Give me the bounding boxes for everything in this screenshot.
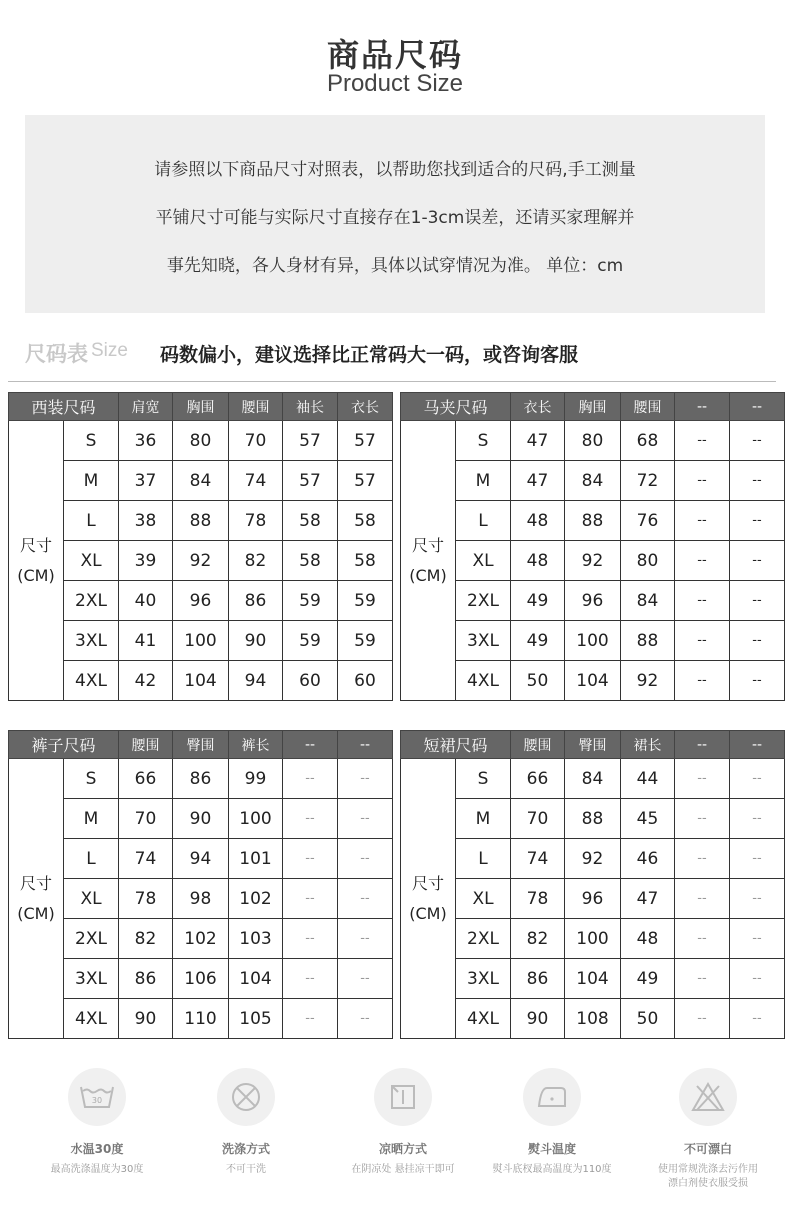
table-title: 短裙尺码 <box>401 731 511 759</box>
measurement-cell: -- <box>283 799 338 839</box>
table-row <box>9 839 393 879</box>
measurement-cell: 80 <box>621 541 675 581</box>
measurement-notice <box>25 115 765 313</box>
measurement-cell: -- <box>730 421 785 461</box>
measurement-cell: -- <box>730 959 785 999</box>
measurement-cell: 47 <box>621 879 675 919</box>
no-bleach-icon <box>679 1068 737 1126</box>
size-chart-tag-en: Size <box>91 340 128 361</box>
unit-label-line: (CM) <box>409 565 447 585</box>
measurement-cell: 82 <box>119 919 173 959</box>
measurement-cell: -- <box>675 999 730 1039</box>
measurement-cell: 37 <box>119 461 173 501</box>
column-header: 裤长 <box>229 731 283 759</box>
measurement-cell: 78 <box>511 879 565 919</box>
care-label: 凉晒方式 <box>378 1142 427 1156</box>
measurement-cell: 103 <box>229 919 283 959</box>
table-header-row <box>9 393 393 421</box>
measurement-cell: 57 <box>338 461 393 501</box>
measurement-cell: 80 <box>565 421 621 461</box>
care-desc: 最高洗涤温度为30度 <box>50 1164 144 1175</box>
measurement-cell: 44 <box>621 759 675 799</box>
measurement-cell: 92 <box>173 541 229 581</box>
notice-line: 请参照以下商品尺寸对照表，以帮助您找到适合的尺码,手工测量 <box>154 160 636 180</box>
measurement-cell: -- <box>675 461 730 501</box>
measurement-cell: 42 <box>119 661 173 701</box>
table-row <box>9 661 393 701</box>
measurement-cell: 98 <box>173 879 229 919</box>
table-title: 裤子尺码 <box>9 731 119 759</box>
unit-label-line: (CM) <box>17 903 55 923</box>
measurement-cell: 104 <box>565 959 621 999</box>
measurement-cell: 99 <box>229 759 283 799</box>
measurement-cell: 96 <box>173 581 229 621</box>
measurement-cell: 70 <box>511 799 565 839</box>
care-item-iron <box>482 1068 622 1177</box>
table-row <box>9 621 393 661</box>
measurement-cell: -- <box>675 919 730 959</box>
iron-icon <box>523 1068 581 1126</box>
measurement-cell: -- <box>675 661 730 701</box>
size-label: M <box>64 461 119 501</box>
column-header: -- <box>338 731 393 759</box>
size-label: S <box>64 421 119 461</box>
size-label: 4XL <box>456 661 511 701</box>
table-title: 马夹尺码 <box>401 393 511 421</box>
divider <box>8 381 776 382</box>
size-chart-tag: 尺码表 <box>25 342 88 366</box>
column-header: 胸围 <box>173 393 229 421</box>
measurement-cell: 39 <box>119 541 173 581</box>
table-header-row <box>401 393 785 421</box>
table-row <box>9 581 393 621</box>
column-header: -- <box>730 393 785 421</box>
size-table <box>400 392 785 701</box>
measurement-cell: 59 <box>283 621 338 661</box>
measurement-cell: 58 <box>283 541 338 581</box>
measurement-cell: -- <box>675 799 730 839</box>
measurement-cell: -- <box>730 581 785 621</box>
measurement-cell: -- <box>730 999 785 1039</box>
size-label: 4XL <box>456 999 511 1039</box>
measurement-cell: 74 <box>229 461 283 501</box>
table-row <box>401 541 785 581</box>
size-table <box>8 730 393 1039</box>
measurement-cell: 88 <box>621 621 675 661</box>
table-header-row <box>9 731 393 759</box>
column-header: 腰围 <box>119 731 173 759</box>
measurement-cell: 59 <box>338 581 393 621</box>
measurement-cell: -- <box>338 759 393 799</box>
measurement-cell: 104 <box>229 959 283 999</box>
measurement-cell: 58 <box>338 541 393 581</box>
table-row <box>9 461 393 501</box>
measurement-cell: 92 <box>565 541 621 581</box>
measurement-cell: 82 <box>511 919 565 959</box>
measurement-cell: 100 <box>565 621 621 661</box>
measurement-cell: 60 <box>283 661 338 701</box>
size-label: L <box>64 839 119 879</box>
measurement-cell: -- <box>730 501 785 541</box>
measurement-cell: -- <box>283 879 338 919</box>
measurement-cell: -- <box>675 421 730 461</box>
care-desc: 不可干洗 <box>226 1164 266 1175</box>
measurement-cell: 66 <box>119 759 173 799</box>
measurement-cell: 74 <box>511 839 565 879</box>
table-row <box>9 999 393 1039</box>
table-row <box>401 621 785 661</box>
size-label: 2XL <box>64 919 119 959</box>
column-header: 肩宽 <box>119 393 173 421</box>
column-header: 腰围 <box>511 731 565 759</box>
care-desc: 熨斗底杈最高温度为110度 <box>492 1164 612 1175</box>
table-row <box>9 959 393 999</box>
measurement-cell: 110 <box>173 999 229 1039</box>
measurement-cell: -- <box>730 839 785 879</box>
table-row <box>401 759 785 799</box>
svg-text:30: 30 <box>91 1096 103 1105</box>
column-header: 臀围 <box>565 731 621 759</box>
column-header: 臀围 <box>173 731 229 759</box>
measurement-cell: 108 <box>565 999 621 1039</box>
size-label: XL <box>456 541 511 581</box>
size-label: 2XL <box>456 919 511 959</box>
measurement-cell: 96 <box>565 879 621 919</box>
measurement-cell: 58 <box>338 501 393 541</box>
measurement-cell: 59 <box>283 581 338 621</box>
measurement-cell: 58 <box>283 501 338 541</box>
measurement-cell: -- <box>675 621 730 661</box>
unit-label <box>401 421 456 701</box>
size-label: XL <box>64 879 119 919</box>
column-header: -- <box>675 731 730 759</box>
measurement-cell: -- <box>283 839 338 879</box>
measurement-cell: -- <box>338 919 393 959</box>
measurement-cell: 86 <box>119 959 173 999</box>
column-header: -- <box>730 731 785 759</box>
measurement-cell: 82 <box>229 541 283 581</box>
unit-label-line: 尺寸 <box>19 873 52 893</box>
measurement-cell: -- <box>675 759 730 799</box>
measurement-cell: -- <box>730 799 785 839</box>
measurement-cell: -- <box>675 541 730 581</box>
measurement-cell: 49 <box>511 621 565 661</box>
measurement-cell: 46 <box>621 839 675 879</box>
measurement-cell: 88 <box>565 799 621 839</box>
table-row <box>9 501 393 541</box>
measurement-cell: 84 <box>621 581 675 621</box>
measurement-cell: 74 <box>119 839 173 879</box>
no-wash-icon <box>217 1068 275 1126</box>
measurement-cell: -- <box>283 999 338 1039</box>
measurement-cell: 50 <box>621 999 675 1039</box>
table-row <box>401 999 785 1039</box>
care-label: 水温30度 <box>70 1142 124 1156</box>
measurement-cell: 100 <box>229 799 283 839</box>
table-row <box>9 799 393 839</box>
measurement-cell: 41 <box>119 621 173 661</box>
dry-shade-icon <box>374 1068 432 1126</box>
measurement-cell: 57 <box>283 461 338 501</box>
table-row <box>401 581 785 621</box>
column-header: 腰围 <box>621 393 675 421</box>
measurement-cell: 92 <box>621 661 675 701</box>
measurement-cell: 57 <box>283 421 338 461</box>
table-row <box>401 919 785 959</box>
measurement-cell: 102 <box>173 919 229 959</box>
measurement-cell: -- <box>675 501 730 541</box>
measurement-cell: 60 <box>338 661 393 701</box>
table-row <box>9 879 393 919</box>
measurement-cell: 90 <box>229 621 283 661</box>
wash-30-icon <box>68 1068 126 1126</box>
measurement-cell: 90 <box>119 999 173 1039</box>
measurement-cell: 47 <box>511 461 565 501</box>
measurement-cell: -- <box>730 879 785 919</box>
measurement-cell: 86 <box>229 581 283 621</box>
measurement-cell: -- <box>283 919 338 959</box>
measurement-cell: 49 <box>621 959 675 999</box>
measurement-cell: -- <box>675 839 730 879</box>
measurement-cell: -- <box>283 959 338 999</box>
measurement-cell: 48 <box>511 501 565 541</box>
measurement-cell: 70 <box>119 799 173 839</box>
size-label: L <box>456 501 511 541</box>
measurement-cell: 106 <box>173 959 229 999</box>
measurement-cell: -- <box>675 581 730 621</box>
measurement-cell: 86 <box>173 759 229 799</box>
measurement-cell: 90 <box>173 799 229 839</box>
measurement-cell: 105 <box>229 999 283 1039</box>
measurement-cell: 94 <box>173 839 229 879</box>
size-label: 3XL <box>456 621 511 661</box>
table-row <box>9 421 393 461</box>
table-title: 西装尺码 <box>9 393 119 421</box>
care-label: 洗涤方式 <box>221 1142 270 1156</box>
table-row <box>401 879 785 919</box>
size-label: 4XL <box>64 999 119 1039</box>
table-row <box>401 839 785 879</box>
measurement-cell: 57 <box>338 421 393 461</box>
column-header: -- <box>283 731 338 759</box>
size-label: XL <box>456 879 511 919</box>
size-tip: 码数偏小，建议选择比正常码大一码，或咨询客服 <box>160 344 579 366</box>
measurement-cell: 45 <box>621 799 675 839</box>
measurement-cell: 48 <box>511 541 565 581</box>
measurement-cell: -- <box>338 959 393 999</box>
column-header: 袖长 <box>283 393 338 421</box>
table-row <box>401 799 785 839</box>
measurement-cell: 48 <box>621 919 675 959</box>
measurement-cell: 102 <box>229 879 283 919</box>
measurement-cell: -- <box>730 621 785 661</box>
measurement-cell: 86 <box>511 959 565 999</box>
measurement-cell: 78 <box>119 879 173 919</box>
unit-label-line: (CM) <box>17 565 55 585</box>
column-header: 衣长 <box>338 393 393 421</box>
measurement-cell: 84 <box>565 461 621 501</box>
measurement-cell: -- <box>730 919 785 959</box>
size-table <box>400 730 785 1039</box>
unit-label-line: 尺寸 <box>411 873 444 893</box>
table-row <box>401 501 785 541</box>
measurement-cell: 80 <box>173 421 229 461</box>
measurement-cell: 94 <box>229 661 283 701</box>
measurement-cell: 88 <box>565 501 621 541</box>
column-header: 胸围 <box>565 393 621 421</box>
measurement-cell: 100 <box>173 621 229 661</box>
size-label: 3XL <box>456 959 511 999</box>
measurement-cell: 72 <box>621 461 675 501</box>
measurement-cell: 76 <box>621 501 675 541</box>
table-row <box>401 421 785 461</box>
measurement-cell: -- <box>730 661 785 701</box>
measurement-cell: 78 <box>229 501 283 541</box>
size-label: M <box>64 799 119 839</box>
measurement-cell: 90 <box>511 999 565 1039</box>
measurement-cell: 101 <box>229 839 283 879</box>
care-desc: 漂白剂使衣服受损 <box>668 1178 748 1189</box>
measurement-cell: 59 <box>338 621 393 661</box>
care-item-wash <box>27 1068 167 1177</box>
measurement-cell: -- <box>338 879 393 919</box>
measurement-cell: -- <box>338 999 393 1039</box>
measurement-cell: -- <box>283 759 338 799</box>
measurement-cell: 47 <box>511 421 565 461</box>
measurement-cell: -- <box>675 959 730 999</box>
unit-label-line: 尺寸 <box>411 535 444 555</box>
care-desc: 在阴凉处 悬挂凉干即可 <box>351 1164 455 1175</box>
column-header: 衣长 <box>511 393 565 421</box>
measurement-cell: 50 <box>511 661 565 701</box>
table-row <box>401 461 785 501</box>
size-label: XL <box>64 541 119 581</box>
care-item-bleach <box>638 1068 778 1191</box>
unit-label-line: (CM) <box>409 903 447 923</box>
care-label: 不可漂白 <box>683 1142 732 1156</box>
size-label: M <box>456 461 511 501</box>
measurement-cell: -- <box>338 799 393 839</box>
notice-line: 事先知晓，各人身材有异，具体以试穿情况为准。 单位：cm <box>166 256 624 276</box>
table-row <box>9 541 393 581</box>
size-label: S <box>456 759 511 799</box>
measurement-cell: -- <box>730 541 785 581</box>
measurement-cell: 66 <box>511 759 565 799</box>
measurement-cell: 92 <box>565 839 621 879</box>
measurement-cell: 40 <box>119 581 173 621</box>
measurement-cell: 104 <box>565 661 621 701</box>
care-item-wash-method <box>176 1068 316 1177</box>
size-label: 4XL <box>64 661 119 701</box>
size-label: M <box>456 799 511 839</box>
unit-label-line: 尺寸 <box>19 535 52 555</box>
size-label: L <box>64 501 119 541</box>
column-header: 裙长 <box>621 731 675 759</box>
notice-line: 平铺尺寸可能与实际尺寸直接存在1-3cm误差，还请买家理解并 <box>155 208 635 228</box>
size-label: S <box>456 421 511 461</box>
table-row <box>401 661 785 701</box>
table-header-row <box>401 731 785 759</box>
column-header: -- <box>675 393 730 421</box>
measurement-cell: 70 <box>229 421 283 461</box>
measurement-cell: -- <box>730 759 785 799</box>
measurement-cell: -- <box>338 839 393 879</box>
size-label: 2XL <box>456 581 511 621</box>
measurement-cell: 49 <box>511 581 565 621</box>
column-header: 腰围 <box>229 393 283 421</box>
measurement-cell: 84 <box>173 461 229 501</box>
care-label: 熨斗温度 <box>527 1142 576 1156</box>
size-label: S <box>64 759 119 799</box>
measurement-cell: 100 <box>565 919 621 959</box>
unit-label <box>401 759 456 1039</box>
size-label: 3XL <box>64 621 119 661</box>
size-chart-header <box>25 338 775 370</box>
measurement-cell: -- <box>675 879 730 919</box>
measurement-cell: 38 <box>119 501 173 541</box>
size-table <box>8 392 393 701</box>
table-row <box>9 759 393 799</box>
page-subtitle: Product Size <box>326 70 464 97</box>
measurement-cell: 36 <box>119 421 173 461</box>
table-row <box>9 919 393 959</box>
care-item-dry <box>333 1068 473 1177</box>
table-row <box>401 959 785 999</box>
measurement-cell: 84 <box>565 759 621 799</box>
care-desc: 使用常规洗涤去污作用 <box>658 1164 758 1175</box>
measurement-cell: 104 <box>173 661 229 701</box>
measurement-cell: -- <box>730 461 785 501</box>
page-title: 商品尺码 <box>326 36 463 74</box>
size-label: 3XL <box>64 959 119 999</box>
unit-label <box>9 421 64 701</box>
size-label: L <box>456 839 511 879</box>
measurement-cell: 68 <box>621 421 675 461</box>
measurement-cell: 96 <box>565 581 621 621</box>
measurement-cell: 88 <box>173 501 229 541</box>
unit-label <box>9 759 64 1039</box>
size-label: 2XL <box>64 581 119 621</box>
